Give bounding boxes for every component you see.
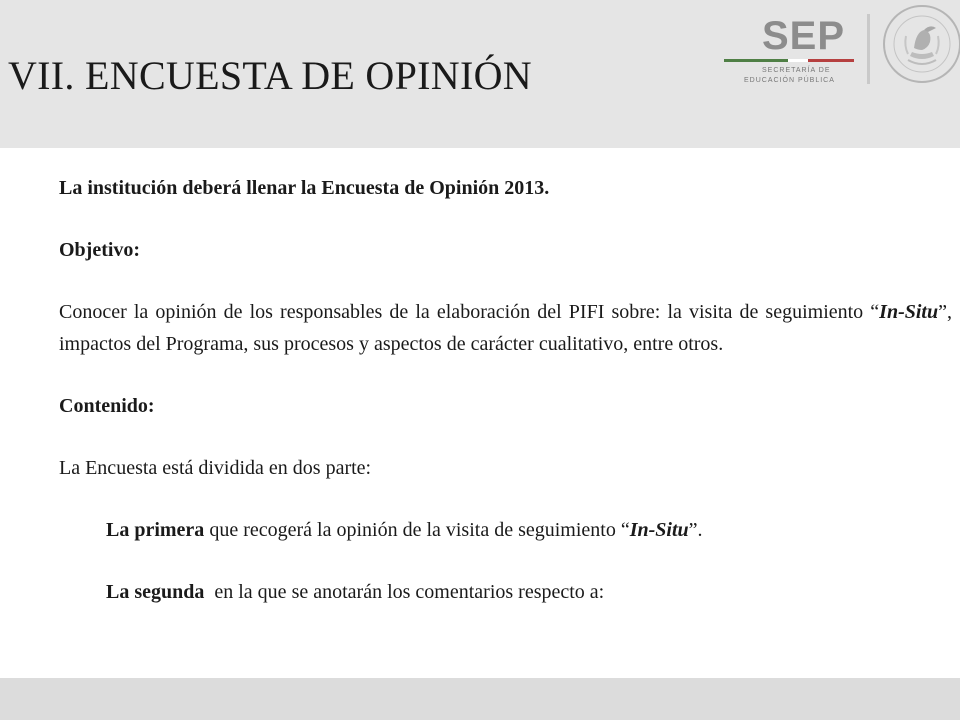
sep-logo-text: SEP: [762, 14, 846, 58]
item2-text: en la que se anotarán los comentarios respecto a:: [204, 581, 605, 603]
logo-red-bar: [808, 59, 854, 62]
footer-band: [0, 678, 960, 720]
objective-paragraph: [59, 296, 952, 360]
objective-text-1: Conocer la opinión de los responsables de la elaboración del PIFI sobre: la visita de seguimiento “: [59, 301, 880, 323]
slide-title: VII. ENCUESTA DE OPINIÓN: [8, 53, 532, 98]
sep-logo: [722, 14, 856, 94]
objective-emphasis: In-Situ: [879, 301, 939, 323]
item1-text: que recogerá la opinión de la visita de seguimiento “: [204, 519, 630, 541]
sep-logo-subline-2: EDUCACIÓN PÚBLICA: [744, 77, 835, 84]
logo-divider: [867, 14, 870, 84]
slide-body: [59, 172, 952, 608]
header-band: [0, 0, 960, 148]
objective-heading: Objetivo:: [59, 239, 141, 261]
mexico-seal-icon: [880, 2, 960, 86]
list-item-second: [59, 576, 952, 608]
list-item-first: [59, 514, 952, 546]
logo-white-bar: [788, 59, 808, 62]
item1-end: ”.: [688, 519, 703, 541]
item1-emphasis: In-Situ: [629, 519, 689, 541]
intro-text: La institución deberá llenar la Encuesta de Opinión 2013.: [59, 177, 550, 199]
item1-bold: La primera: [106, 519, 205, 541]
logo-green-bar: [724, 59, 788, 62]
contents-heading: Contenido:: [59, 395, 155, 417]
objective-text-2: ”, impactos del Programa, sus procesos y aspectos de carácter cualitativo, entre otros.: [59, 301, 952, 355]
item2-bold: La segunda: [106, 581, 205, 603]
sep-logo-subline-1: SECRETARÍA DE: [762, 67, 831, 74]
contents-text: La Encuesta está dividida en dos parte:: [59, 457, 372, 479]
